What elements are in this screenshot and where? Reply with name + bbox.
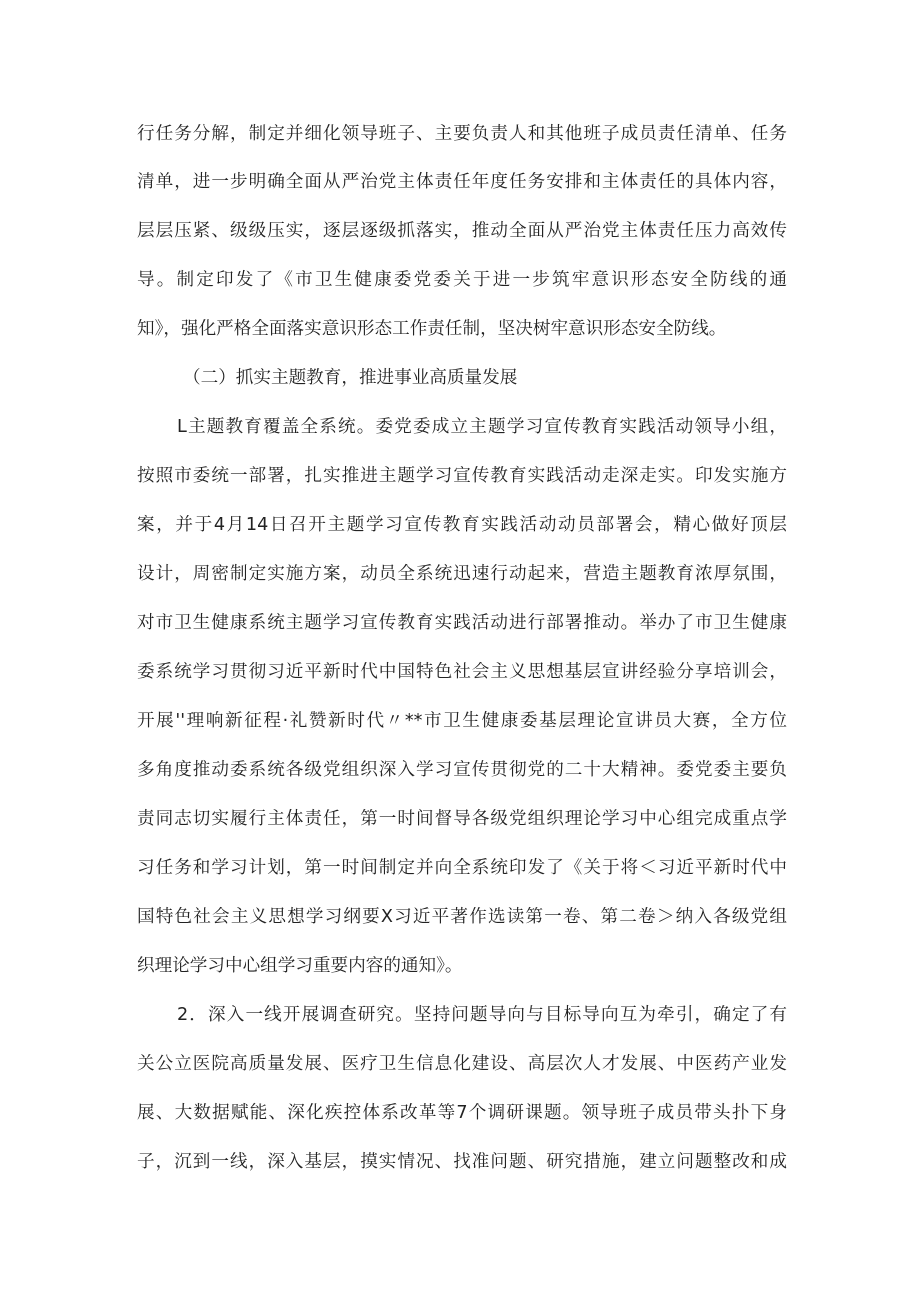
text-line: 多角度推动委系统各级党组织深入学习宣传贯彻党的二十大精神。委党委主要负 [137,760,787,780]
text-line: 清单，进一步明确全面从严治党主体责任年度任务安排和主体责任的具体内容， [137,172,787,192]
text-line: 案，并于4月14日召开主题学习宣传教育实践活动动员部署会，精心做好顶层 [137,515,787,535]
text-line: 展、大数据赋能、深化疾控体系改革等7个调研课题。领导班子成员带头扑下身 [137,1103,787,1123]
text-line: 按照市委统一部署，扎实推进主题学习宣传教育实践活动走深走实。印发实施方 [137,466,787,486]
section-heading: （二）抓实主题教育，推进事业高质量发展 [183,368,518,388]
text-line: 织理论学习中心组学习重要内容的通知》。 [137,956,463,976]
text-line: L主题教育覆盖全系统。委党委成立主题学习宣传教育实践活动领导小组， [177,417,787,437]
text-line: 导。制定印发了《市卫生健康委党委关于进一步筑牢意识形态安全防线的通 [137,270,787,290]
text-line: 国特色社会主义思想学习纲要X习近平著作选读第一卷、第二卷＞纳入各级党组 [137,907,787,927]
text-line: 行任务分解，制定并细化领导班子、主要负责人和其他班子成员责任清单、任务 [137,124,787,144]
text-line: 习任务和学习计划，第一时间制定并向全系统印发了《关于将＜习近平新时代中 [137,858,787,878]
text-line: 2．深入一线开展调查研究。坚持问题导向与目标导向互为牵引，确定了有 [177,1005,787,1025]
text-line: 知》，强化严格全面落实意识形态工作责任制，坚决树牢意识形态安全防线。 [137,319,727,339]
text-line: 子，沉到一线，深入基层，摸实情况、找准问题、研究措施，建立问题整改和成 [137,1152,787,1172]
text-line: 设计，周密制定实施方案，动员全系统迅速行动起来，营造主题教育浓厚氛围， [137,564,787,584]
text-line: 委系统学习贯彻习近平新时代中国特色社会主义思想基层宣讲经验分享培训会， [137,662,787,682]
text-line: 责同志切实履行主体责任，第一时间督导各级党组织理论学习中心组完成重点学 [137,809,787,829]
text-line: 对市卫生健康系统主题学习宣传教育实践活动进行部署推动。举办了市卫生健康 [137,613,787,633]
text-line: 关公立医院高质量发展、医疗卫生信息化建设、高层次人才发展、中医药产业发 [137,1054,787,1074]
text-line: 开展''理响新征程·礼赞新时代〃**市卫生健康委基层理论宣讲员大赛，全方位 [137,711,787,731]
text-line: 层层压紧、级级压实，逐层逐级抓落实，推动全面从严治党主体责任压力高效传 [137,221,787,241]
